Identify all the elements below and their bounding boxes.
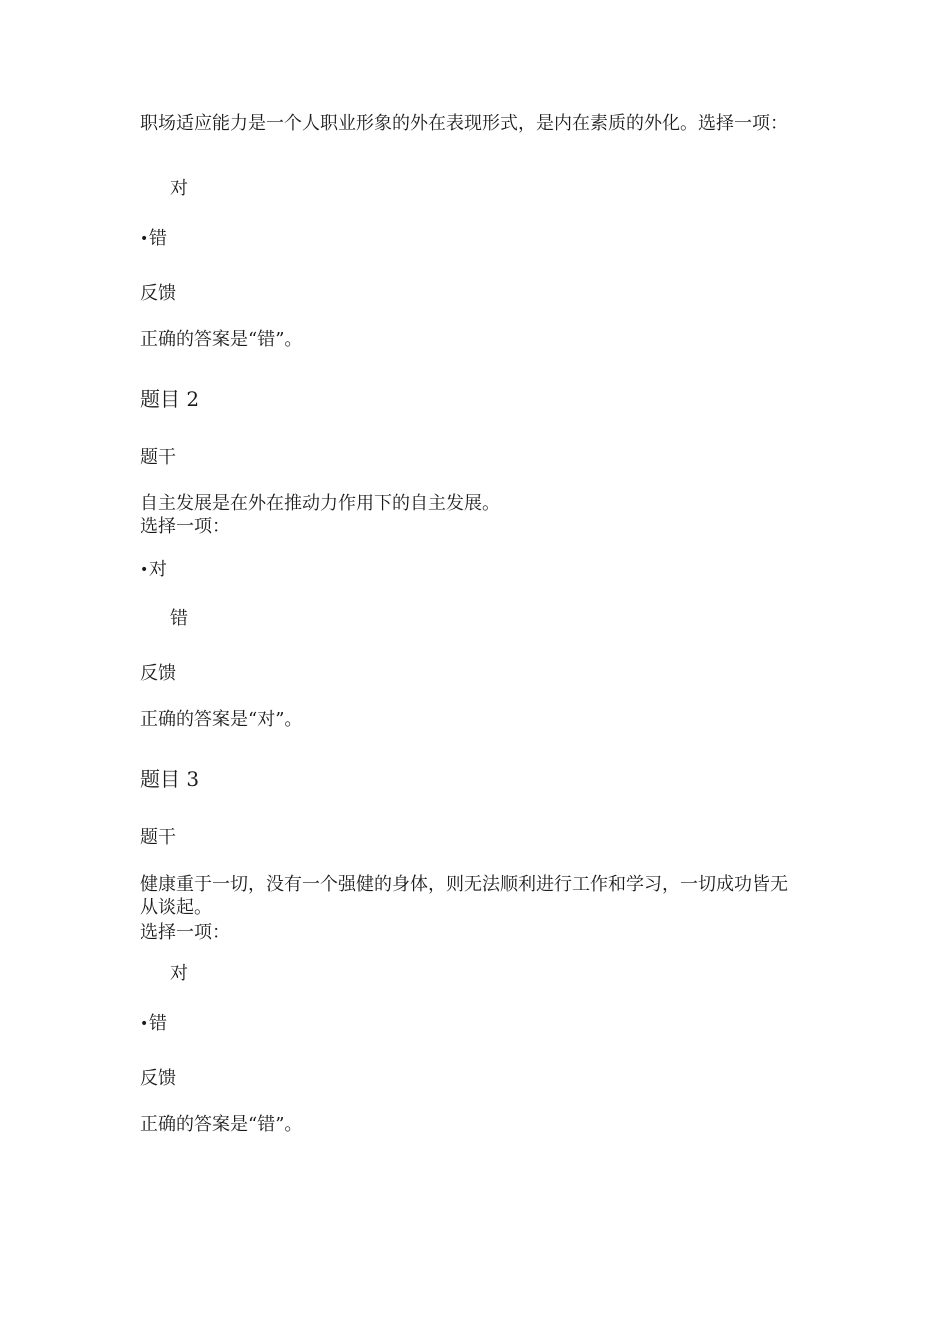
option-label: 对	[149, 559, 167, 580]
question-3-option-true[interactable]	[170, 962, 188, 985]
question-1-feedback-label: 反馈	[140, 283, 176, 304]
option-label: 错	[149, 1013, 167, 1034]
question-3-number: 题目 3	[140, 767, 200, 791]
selected-bullet-icon: •	[140, 231, 149, 247]
question-3-stem-label: 题干	[140, 827, 176, 848]
question-3-feedback-label: 反馈	[140, 1068, 176, 1089]
option-label: 错	[170, 608, 188, 629]
option-label: 错	[149, 228, 167, 249]
question-1-option-true[interactable]	[170, 177, 188, 200]
question-1-feedback-text: 正确的答案是“错”。	[140, 329, 303, 350]
question-2-option-false[interactable]	[170, 607, 188, 630]
selected-bullet-icon: •	[140, 562, 149, 578]
question-2-option-true[interactable]	[140, 558, 167, 582]
option-label: 对	[170, 178, 188, 199]
question-3-prompt-suffix: 选择一项：	[140, 922, 230, 943]
question-2-stem-label: 题干	[140, 447, 176, 468]
question-2-feedback-text: 正确的答案是“对”。	[140, 709, 303, 730]
question-3-prompt: 健康重于一切，没有一个强健的身体，则无法顺利进行工作和学习，一切成功皆无从谈起。	[140, 874, 788, 918]
question-2-prompt-suffix: 选择一项：	[140, 516, 230, 537]
question-1-prompt: 职场适应能力是一个人职业形象的外在表现形式，是内在素质的外化。选择一项：	[140, 113, 788, 134]
question-3-option-false[interactable]	[140, 1012, 167, 1036]
selected-bullet-icon: •	[140, 1016, 149, 1032]
question-1-option-false[interactable]	[140, 227, 167, 251]
question-2-prompt: 自主发展是在外在推动力作用下的自主发展。	[140, 493, 500, 514]
question-3-feedback-text: 正确的答案是“错”。	[140, 1114, 303, 1135]
quiz-document	[140, 0, 800, 1344]
question-2-number: 题目 2	[140, 387, 200, 411]
question-2-feedback-label: 反馈	[140, 663, 176, 684]
option-label: 对	[170, 963, 188, 984]
